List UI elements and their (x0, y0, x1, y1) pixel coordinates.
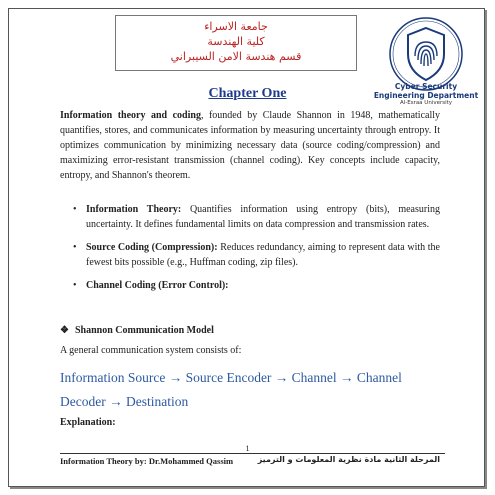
communication-flow: Information Source → Source Encoder → Channel → Channel Decoder → Destination (60, 370, 402, 409)
university-header (115, 15, 357, 71)
concept-list (60, 202, 440, 301)
bullet-dot-icon: • (73, 204, 77, 215)
logo-line-3: Al-Esraa University (399, 100, 453, 106)
footer-author: Information Theory by: Dr.Mohammed Qassim (60, 456, 234, 466)
intro-paragraph (60, 108, 440, 183)
university-name: جامعة الاسراء (204, 20, 268, 33)
section-title: Shannon Communication Model (74, 325, 214, 336)
section-intro: A general communication system consists of: (60, 345, 242, 356)
footer-divider (60, 453, 445, 454)
list-item (60, 278, 440, 293)
list-item (60, 202, 440, 232)
bullet-dot-icon: • (73, 280, 77, 291)
list-item (60, 240, 440, 270)
chapter-title: Chapter One (208, 86, 287, 101)
logo-line-1: Cyber Security (394, 82, 458, 91)
department-name: قسم هندسة الامن السيبراني (170, 50, 302, 63)
college-name: كلية الهندسة (207, 35, 265, 48)
page-number: 1 (245, 444, 250, 453)
list-item-text: Reduces redundancy, aiming to represent data with the fewest bits possible (e.g., Huffman coding, zip files). (86, 242, 440, 268)
intro-bold-term: Information theory and coding (60, 110, 201, 121)
logo-line-2: Engineering Department (373, 91, 479, 100)
intro-text: , founded by Claude Shannon in 1948, mathematically quantifies, stores, and communicates information by measuring uncertainty through entropy. It optimizes communication by minimizing necessary data (source coding/compression) and maximizing error-resistant transmission (channel coding). Key concepts include capacity, entropy, and Shannon's theorem. (60, 110, 441, 181)
explanation-heading: Explanation: (60, 417, 116, 428)
list-item-text: Quantifies information using entropy (bits), measuring uncertainty. It defines fundamental limits on data compression and transmission rates. (86, 204, 440, 230)
list-item-term: Information Theory: (86, 204, 182, 215)
list-item-term: Source Coding (Compression): (86, 242, 218, 253)
diamond-bullet-icon: ❖ (60, 325, 69, 336)
section-heading (60, 325, 214, 336)
footer-course: المرحلة الثانية مادة نظرية المعلومات و الترميز (257, 455, 440, 464)
bullet-dot-icon: • (73, 242, 77, 253)
list-item-term: Channel Coding (Error Control): (86, 280, 229, 291)
